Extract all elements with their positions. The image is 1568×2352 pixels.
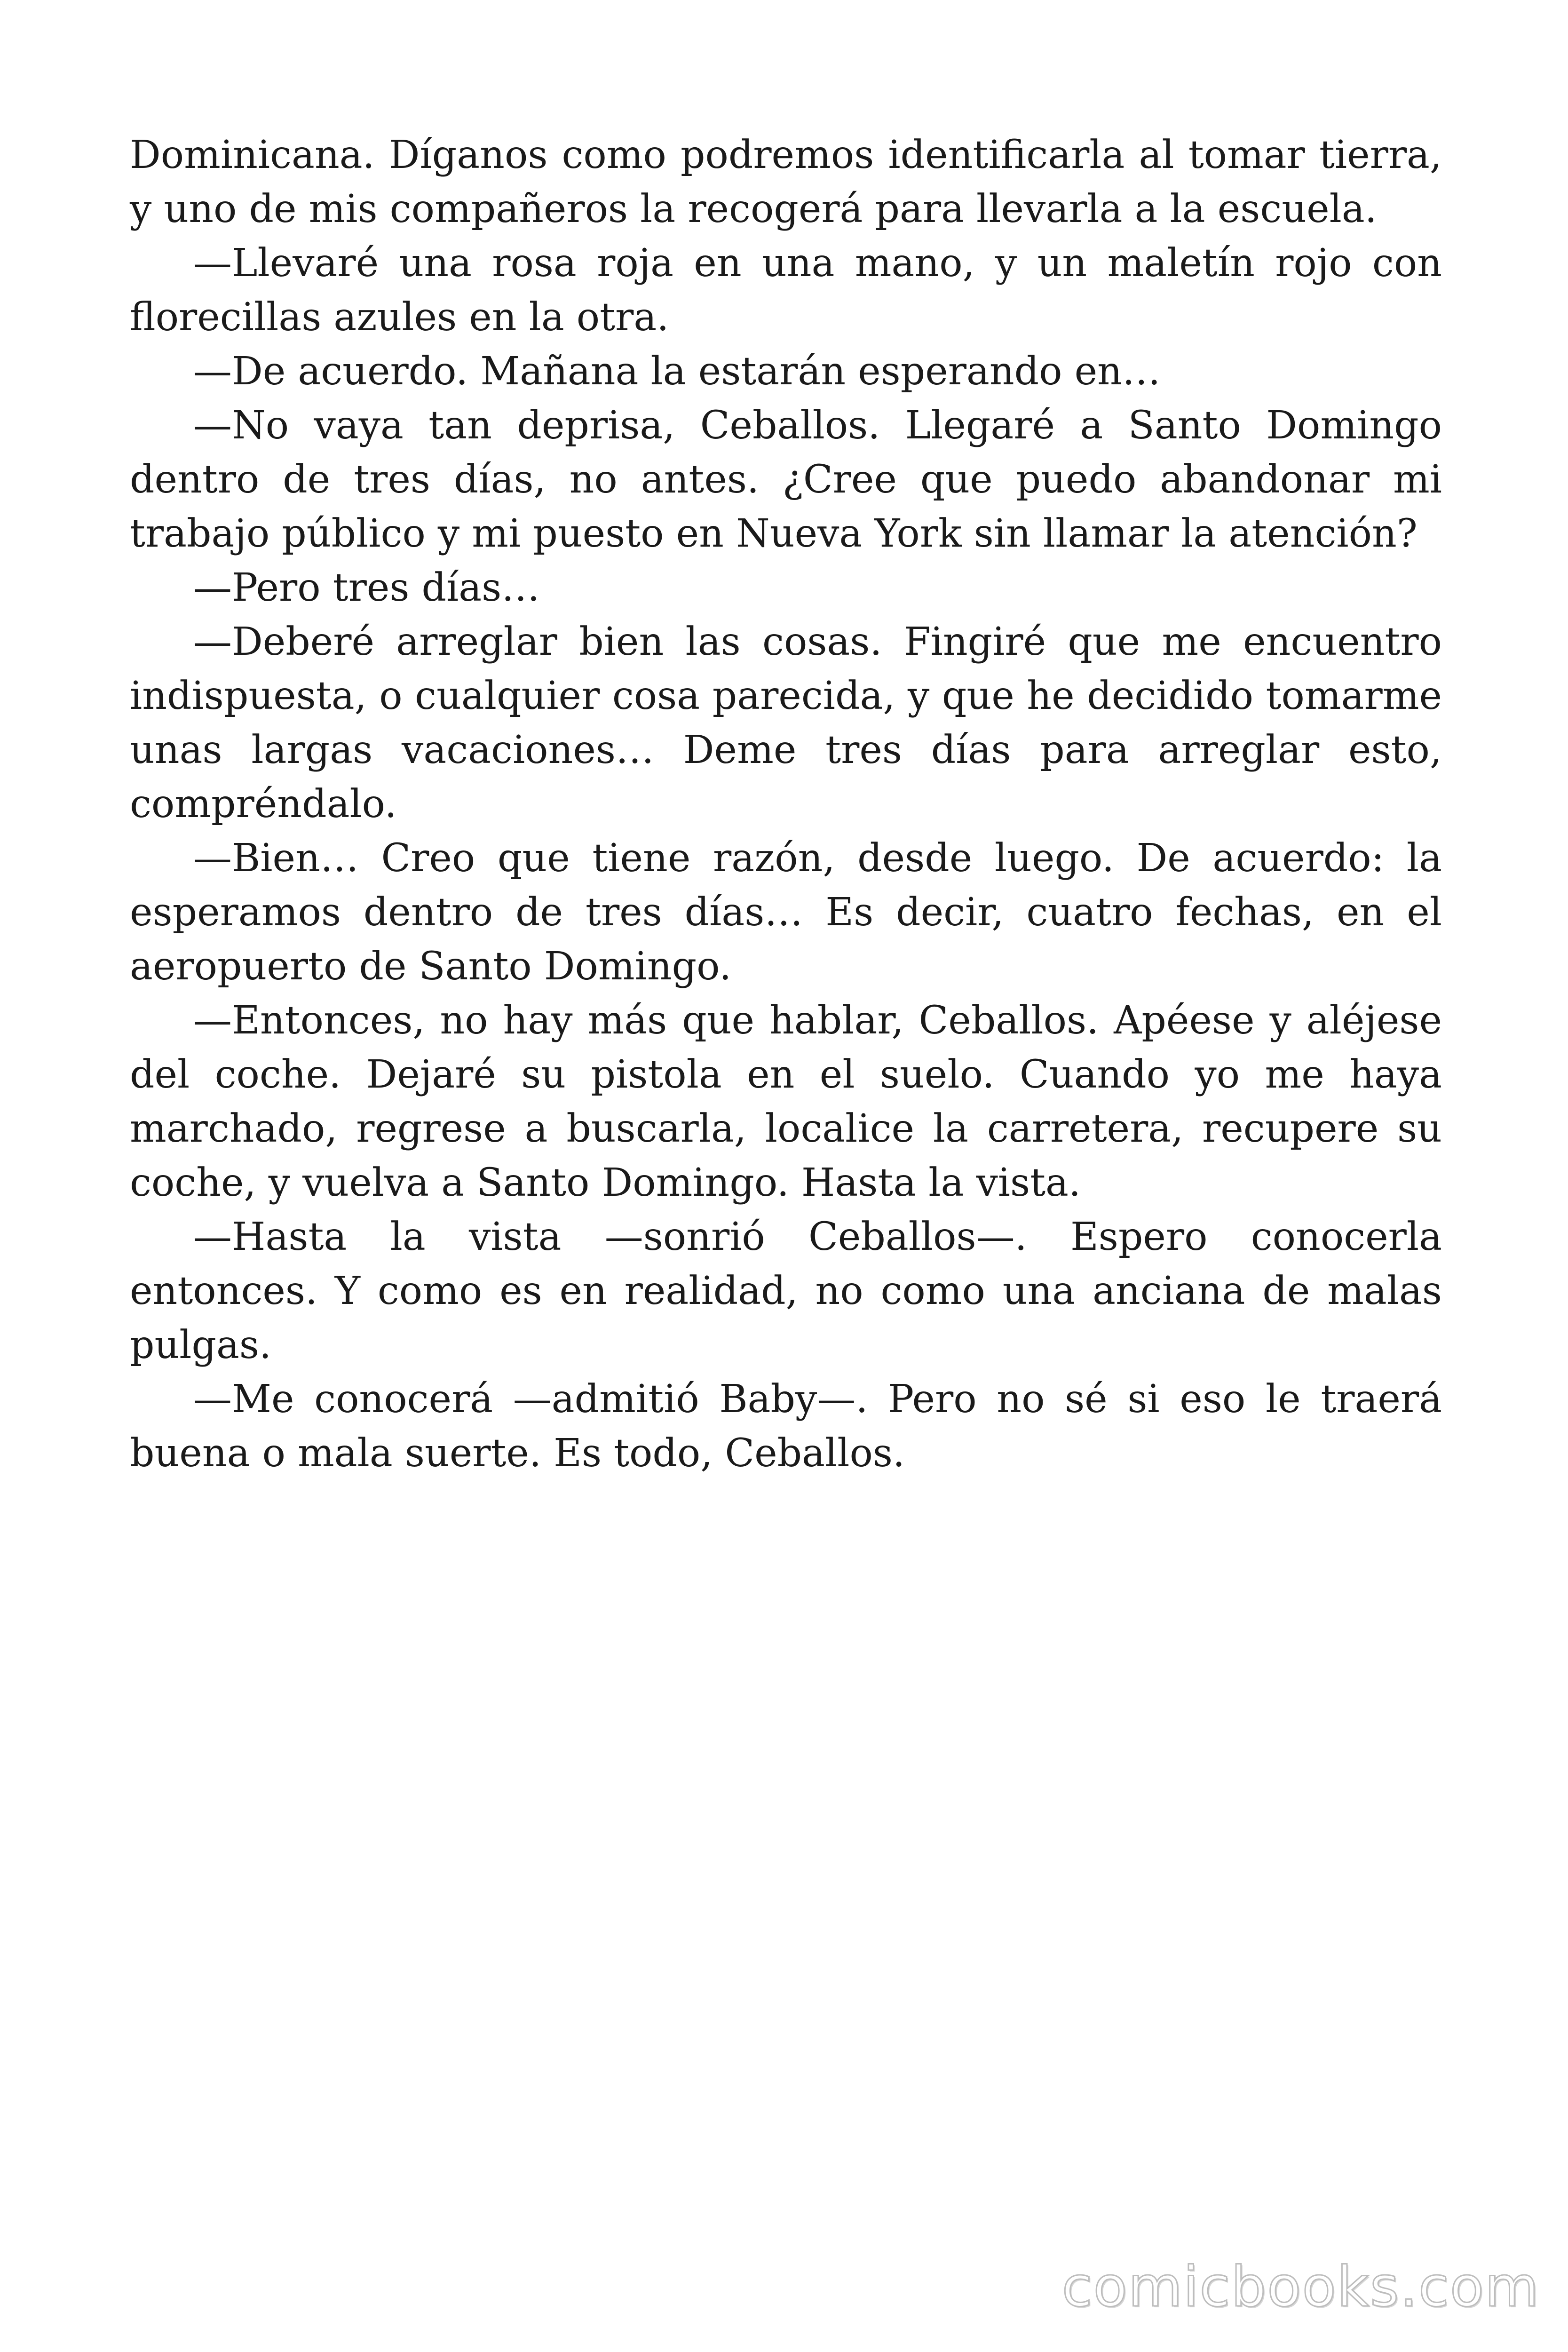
paragraph: —Deberé arreglar bien las cosas. Fingiré que me encuentro indispuesta, o cualquier cosa parecida, y que he decidido tomarme unas largas vacaciones… Deme tres días para arreglar esto, compréndalo. xyxy=(130,620,1442,826)
paragraph: —Me conocerá —admitió Baby—. Pero no sé si eso le traerá buena o mala suerte. Es todo, Ceballos. xyxy=(130,1377,1442,1476)
paragraph: —De acuerdo. Mañana la estarán esperando en… xyxy=(193,349,1161,394)
paragraph: —Entonces, no hay más que hablar, Ceballos. Apéese y aléjese del coche. Dejaré su pistola en el suelo. Cuando yo me haya marchado, regrese a buscarla, localice la carretera, recupere su coche, y vuelva a Santo Domingo. Hasta la vista. xyxy=(130,998,1442,1205)
paragraph: —No vaya tan deprisa, Ceballos. Llegaré a Santo Domingo dentro de tres días, no antes. ¿Cree que puedo abandonar mi trabajo público y mi puesto en Nueva York sin llamar la atención? xyxy=(130,403,1442,556)
paragraph: —Llevaré una rosa roja en una mano, y un maletín rojo con florecillas azules en la otra. xyxy=(130,241,1442,340)
paragraph: —Bien… Creo que tiene razón, desde luego. De acuerdo: la esperamos dentro de tres días… Es decir, cuatro fechas, en el aeropuerto de Santo Domingo. xyxy=(130,836,1442,989)
page-body-text xyxy=(130,128,1442,1480)
paragraph: —Hasta la vista —sonrió Ceballos—. Espero conocerla entonces. Y como es en realidad, no como una anciana de malas pulgas. xyxy=(130,1215,1442,1367)
paragraph: Dominicana. Díganos como podremos identificarla al tomar tierra, y uno de mis compañeros la recogerá para llevarla a la escuela. xyxy=(130,133,1442,231)
watermark-logo: comicbooks.com xyxy=(1061,2254,1540,2319)
paragraph: —Pero tres días… xyxy=(193,565,540,610)
